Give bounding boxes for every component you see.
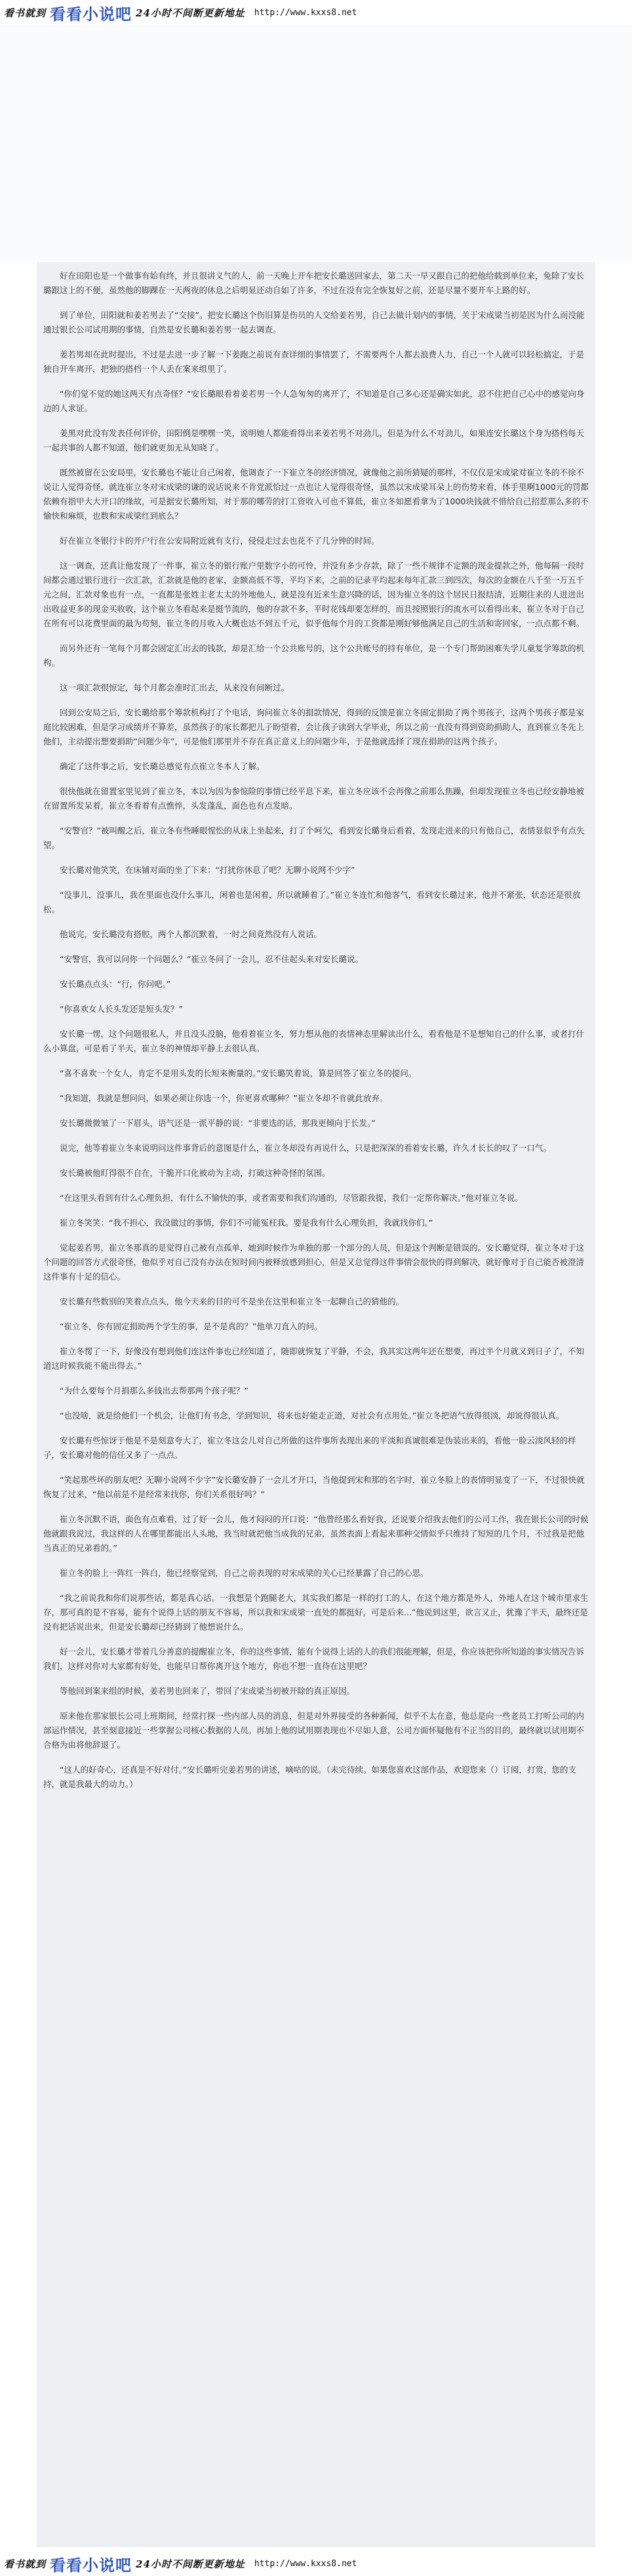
paragraph: 安长璐对他笑笑，在床铺对面的坐了下来：“打扰你休息了吧？无聊小说网不少字” xyxy=(60,865,355,875)
paragraph: 崔立冬笑笑：“我不担心，我没做过的事情，你们不可能冤枉我。要是我有什么心理负担，我就找你们。” xyxy=(60,1218,433,1228)
paragraph: 安长璐点点头：“行，你问吧。” xyxy=(60,979,171,989)
bottom-banner xyxy=(0,2551,632,2576)
paragraph: 安长璐一愣，这个问题很私人，并且没头没脑，他看着崔立冬，努力想从他的表情神态里解读出什么，看看他是不是想知自己的什么事，或者打什么小算盘，可是看了半天，崔立冬的神情却平静上去很认真。 xyxy=(43,1029,585,1053)
banner-tagline: 看书就到 xyxy=(4,7,47,19)
paragraph: 好在田阳也是一个做事有始有终，并且很讲义气的人，前一天晚上开车把安长璐送回家去，第二天一早又跟自己的把他给载到单位来，免除了安长璐跟这上的不便，虽然他的脚踝在一天两夜的休息之后明显还动自如了许多，不过在没有完全恢复好之前，还是尽量不要开车上路的好。 xyxy=(43,271,585,295)
paragraph: 到了单位，田阳就和姜若男去了“交接”。把安长璐这个伤旧算是伤员的人交给姜若男，自己去做计划内的事情，关于宋成梁当初是因为什么而没能通过银长公司试用期的事情，自然是安长璐和姜若男一起去调查。 xyxy=(43,310,585,334)
paragraph: 姜若男却在此时提出，不过是去进一步了解一下姜跑之前说有查详细的事情罢了，不需要两个人都去浪费人力，自己一个人就可以轻松搞定，于是独自开车离开，把独的搭档一个人丢在案来组里了。 xyxy=(43,350,585,374)
paragraph: “安警官？”被叫醒之后，崔立冬有些睡眼惺忪的从床上坐起来，打了个呵欠，看到安长璐身后看着，发现走进来的只有他自己，表情显似乎有点失望。 xyxy=(43,826,585,850)
paragraph: 这一调查，还真让他发现了一件事，崔立冬的银行账户里数字小的可怜，并没有多少存款，除了一些不规律不定额的现金提款之外，他每隔一段时间都会通过银行进行一次汇款，汇款就是他的老家，金额高低不等，平均下来，之前的记录平均起来每年汇款三到四次，每次的金额在八千至一万五千元之间，汇款对象也有一点，一直都是张姓主老太太的外地他人，就是没有近来生意兴降的话，因为崔立冬的这个居民日报结清，近期往来的人进进出出收益更多的现金买收收，这个崔立冬看起来是挺节流的，他的存款不多，平时花钱却要怎样的，而且按照银行的流水可以看得出来，崔立冬对于自己在所有可以花费里面的最为苟刻，崔立冬的月收入大概也达不到五千元，似乎他每个月的工资都是刚好够他满足自己的生活和寄回家，一点点都不剩。 xyxy=(43,561,585,628)
paragraph: “没事儿，没事儿，我在里面也没什么事儿，闲着也是闲着，所以就睡着了。”崔立冬连忙和他客气，看到安长璐过来，他并不紧张，状态还是很放松。 xyxy=(43,890,581,914)
paragraph: 既然被留在公安局里，安长璐也不能让自己闲着，他调查了一下崔立冬的经济情况，就像他之前所猜疑的那样，不仅仅是宋成梁对崔立冬的不徐不说让人觉得奇怪，就连崔立冬对宋成梁的谦的说话说来不肯党派恰过一点也让人觉得很奇怪，虽然以宋成梁耳朵上的伤势来看，体手里啊1000元的罚都依赖有指甲大大开口的缘故，可是据安长璐所知，对于那的哪劳的打工资收入可也不算低，崔立冬如愿看拿为了1000块钱就不惜给自己招惹那么多的不愉快和麻烦，也数和宋成梁红到底么？ xyxy=(43,468,589,521)
blank-ad-area xyxy=(0,25,632,262)
paragraph: “我之前说我和你们说那些话，都是真心话。一我想是个跑腿老大，其实我们都是一样的打工的人，在这个地方都是外人，外地人在这个城市里求生存，那可真的是不容易，能有个说得上话的朋友不容易，所以我和宋成梁一直处的都挺好，可是后来...”他说到这里，欲言又止，犹豫了半天，最终还是没有把话说出来，但是安长璐却已经猜到了他想说什么。 xyxy=(43,1593,589,1632)
paragraph: 确定了这件事之后，安长璐总感觉有点崔立冬本人了解。 xyxy=(60,761,265,771)
paragraph: 安长璐有些惊讶于他是不是刻意夸大了，崔立冬这会儿对自己所做的这件事所表现出来的平淡和真诚很难是伪装出来的，看他一脸云淡风轻的样子，安长璐对他的信任又多了一点点。 xyxy=(43,1436,576,1460)
paragraph: 姜黑对此没有发表任何评价，田阳倒是嘿嘿一笑，说明她人都能看得出来姜若男不对劲儿，但是为什么不对劲儿，如果连安长璐这个身为搭档每天一起共事的人都不知道，他们就更加无从知晓了。 xyxy=(43,428,585,453)
paragraph: “我知道，我就是想问问，如果必须让你选一个，你更喜欢哪种？”崔立冬却不肯就此放弃。 xyxy=(60,1093,388,1103)
banner-tagline: 看书就到 xyxy=(4,2558,47,2570)
paragraph: 好在崔立冬银行卡的开户行在公安局附近就有支行，侵侵走过去也花不了几分钟的时间。 xyxy=(60,536,380,546)
paragraph: 安长璐被他盯得很不自在，干脆开口化被动为主动，打破这种奇怪的氛围。 xyxy=(60,1168,330,1178)
paragraph: “安警官，我可以问你一个问题么？”崔立冬问了一会儿，忍不住起头来对安长璐说。 xyxy=(60,954,363,964)
paragraph: “也没啥，就是给他们一个机会，让他们有书念，学到知识，将来也好能走正道，对社会有点用处。”崔立冬把语气放得很淡，却说得很认真。 xyxy=(60,1411,564,1420)
paragraph: “这人的好奇心，还真是不好对付。”安长璐听完姜若男的讲述，嘀咕的说。（未完待续。如果您喜欢这部作品，欢迎您来（）订阅，打赏，您的支持，就是我最大的动力。） xyxy=(43,1765,576,1789)
paragraph: 崔立冬愣了一下，好像没有想到他们连这件事也已经知道了，随即就恢复了平静，不会，我其实这两年还在想要，再过半个月就又到日子了，不知道这时候我能不能出得去。” xyxy=(43,1346,585,1371)
paragraph: 而另外还有一笔每个月都会固定汇出去的钱款，却是汇给一个公共账号的，这个公共账号的持有单位，是一个专门帮助困难失学儿童复学筹款的机构。 xyxy=(43,643,585,668)
banner-slogan: 24小时不间断更新地址 xyxy=(136,7,245,19)
paragraph: 觉起姜若男，崔立冬那真的是觉得自己被有点孤单，她到时候作为单独的那一个部分的人员，但是这个判断是错误的。安长璐觉得，崔立冬对于这个问题的回答方式很奇怪，他似乎对自己没有办法在短时间内被释放感到担心，但是又总觉得这件事情会很快的得到解决，就好像对于自己能否被澄清这件事有十足的信心。 xyxy=(43,1243,585,1281)
paragraph: 崔立冬沉默不语，面色有点难看，过了好一会儿，他才闷闷的开口说：“他曾经那么看好我，还说要介绍我去他们的公司工作，我在银长公司的时候他就跟我说过，我这样的人在哪里都能出人头地，我当时就把他当成我的兄弟，虽然表面上看起来那种交情似乎只维持了短短的几个月，不过我是把他当真正的兄弟看的。” xyxy=(43,1514,589,1553)
paragraph: “喜不喜欢一个女人，肯定不是用头发的长短来衡量的。”安长璐笑着说，算是回答了崔立冬的提问。 xyxy=(60,1068,417,1078)
banner-slogan: 24小时不间断更新地址 xyxy=(136,2558,245,2570)
paragraph: “在这里头看到有什么心理负担，有什么不愉快的事，或者需要和我们沟通的，尽管跟我提，我们一定帮你解决。”他对崔立冬说。 xyxy=(60,1193,523,1203)
paragraph: “你喜欢女人长头发还是短头发？” xyxy=(60,1004,183,1014)
paragraph: 他说完，安长璐没有搭腔，两个人都沉默着，一时之间竟然没有人说话。 xyxy=(60,929,323,939)
paragraph: 安长璐有些数别的笑着点点头，他今天来的目的可不是坐在这里和崔立冬一起聊自己的猜他的。 xyxy=(60,1297,405,1306)
paragraph: 崔立冬的脸上一阵红一阵白，他已经察觉到，自己之前表现的对宋成梁的关心已经暴露了自己的心思。 xyxy=(60,1568,429,1578)
paragraph: 安长璐微微皱了一下眉头，语气还是一派平静的说：“非要选的话，那我更倾向于长发。” xyxy=(60,1118,376,1128)
site-url-link[interactable]: http://www.kxxs8.net xyxy=(254,7,357,18)
site-url-link[interactable]: http://www.kxxs8.net xyxy=(254,2558,357,2569)
top-banner xyxy=(0,0,632,25)
paragraph: 等他回到案来组的时候，姜若男也回来了，带回了宋成梁当初被开除的真正原因。 xyxy=(60,1686,355,1696)
paragraph: “崔立冬，你有固定捐助两个学生的事，是不是真的？”他单刀直入的问。 xyxy=(60,1321,323,1331)
paragraph: 很快他就在留置室里见到了崔立冬，本以为因为参惊险的事情已经平息下来，崔立冬应该不会再像之前那么焦躁，但却发现崔立冬也已经安静地被在留置所发呆着，崔立冬看着有点憔悴，头发蓬乱，面色也有点发暗。 xyxy=(43,786,585,811)
paragraph: 这一项汇款很惊定，每个月都会准时汇出去，从来没有间断过。 xyxy=(60,683,290,693)
paragraph: “你们觉不觉的她这两天有点奇怪？”安长璐眼看着姜若男一个人急匆匆的离开了，不知道是自己多心还是确实如此，忍不住把自己心中的感觉向身边的人求证。 xyxy=(43,389,585,413)
paragraph: “笑起那些坏的朋友吧？无聊小说网不少字”安长璐安静了一会儿才开口，当他提到宋和那的名字时，崔立冬脸上的表情明显变了一下，不过很快就恢复了过来，“他以前是不是经常来找你，你们关系很好吗？” xyxy=(43,1475,585,1499)
paragraph: 好一会儿，安长璐才带着几分善意的提醒崔立冬，你的这些事情，能有个说得上话的人的我们很能理解，但是，你应该把你所知道的事实情况告诉我们，这样对你对大家都有好处，也能早日帮你离开这个地方，你也不想一直待在这里吧？ xyxy=(43,1647,585,1671)
paragraph: 原来他在那家银长公司上班期间，经常打探一些内部人员的消息，但是对外界接受的各种新闻，似乎不太在意，他总是向一些老员工打听公司的内部运作情况，甚至刻意接近一些掌握公司核心数据的人员。再加上他的试用期表现也不尽如人意，公司方面怀疑他有不正当的目的，最终就以试用期不合格为由将他辞退了。 xyxy=(43,1711,585,1750)
paragraph: “为什么要每个月捐那么多钱出去帮那两个孩子呢？” xyxy=(60,1386,248,1396)
site-logo[interactable]: 看看小说吧 xyxy=(50,4,132,24)
chapter-content xyxy=(37,262,595,2547)
site-logo[interactable]: 看看小说吧 xyxy=(50,2555,132,2575)
paragraph: 回到公安局之后，安长璐给那个筹款机构打了个电话，询问崔立冬的捐款情况，得到的反馈是崔立冬固定捐助了两个男孩子，这两个男孩子都是家庭比较困难，但是学习成绩并不算差，虽然孩子的家长都把儿子盼望着，会让孩子读到大学毕业，所以之前一直没有得到资助捐助人，直到崔立冬先上他们，主动提出想要捐助“问题少年”，可是他们那里并不存在真正意义上的问题少年，于是他就选择了现在捐助的这两个孩子。 xyxy=(43,708,585,746)
paragraph: 说完，他等着崔立冬来说明问这件事背后的意图是什么，崔立冬却没有再说什么，只是把深深的看着安长璐，许久才长长的叹了一口气。 xyxy=(60,1143,552,1153)
